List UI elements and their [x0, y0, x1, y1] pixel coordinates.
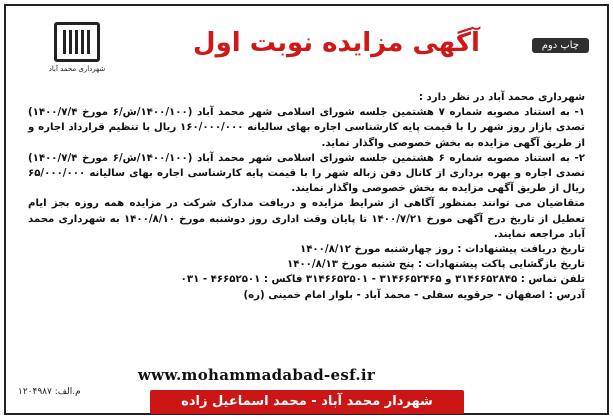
website-link[interactable]: www.mohammadabad-esf.ir: [137, 366, 376, 384]
municipality-logo: [46, 22, 108, 82]
mayor-signature-bar: شهردار محمد آباد - محمد اسماعیل زاده: [150, 390, 464, 414]
intro-line: شهرداری محمد آباد در نظر دارد :: [418, 92, 585, 103]
notice-title: آگهی مزایده نوبت اول: [193, 28, 480, 58]
open-date: تاریخ بازگشایی پاکت پیشنهادات : پنج شنبه مورخ ۱۴۰۰/۸/۱۳: [287, 259, 585, 271]
notice-frame: [4, 4, 609, 415]
contact-phones: تلفن تماس : ۳۱۴۶۶۵۲۸۴۵ و ۳۱۴۶۶۵۲۴۶۵ - ۳۱۴۶۶۵۲۵۰۱ فاکس : ۴۶۶۵۲۵۰۱ - ۰۳۱: [180, 274, 585, 286]
applicants-paragraph: متقاضیان می توانند بمنظور آگاهی از شرایط مزایده و دریافت مدارک شرکت در مزایده همه روزه بجز ایام تعطیل از تاریخ درج آگهی مورخ ۱۴۰۰/۷/۲۱ تا پایان وقت اداری روز دوشنبه مورخ ۱۴۰۰/۸/۱۰ به شهرداری محمد آباد مراجعه نمایند.: [28, 198, 586, 240]
municipality-emblem-icon: [54, 22, 100, 62]
logo-caption: شهرداری محمد آباد: [48, 65, 106, 73]
receive-date: تاریخ دریافت پیشنهادات : روز چهارشنبه مورخ ۱۴۰۰/۸/۱۲: [299, 244, 585, 256]
notice-body: [28, 90, 585, 303]
item-1: ۱- به استناد مصوبه شماره ۷ هشتمین جلسه شورای اسلامی شهر محمد آباد (۱۴۰۰/۱۰۰/ش/۶ مورخ ۱۴۰۰/۷/۴) تصدی بازار روز شهر را با قیمت پایه کارشناسی اجاره بهای سالیانه ۱۶۰/۰۰۰/۰۰۰ ریال با تنظیم قرارداد اجاره و از طریق آگهی مزایده به بخش خصوصی واگذار نماید.: [28, 107, 585, 149]
address-line: آدرس : اصفهان - جرقویه سفلی - محمد آباد - بلوار امام خمینی (ره): [243, 289, 585, 301]
print-edition-badge: چاپ دوم: [532, 38, 589, 53]
ad-code: م.الف: ۱۲۰۴۹۸۷: [18, 387, 81, 397]
item-2: ۲- به استناد مصوبه شماره ۶ هشتمین جلسه شورای اسلامی شهر محمد آباد (۱۴۰۰/۱۰۰/ش/۶ مورخ ۱۴۰۰/۷/۴) تصدی اجاره و بهره برداری از کانال دفن زباله شهر را با قیمت پایه کارشناسی اجاره بهای سالیانه ۶۵/۰۰۰/۰۰۰ ریال از طریق آگهی مزایده به بخش خصوصی واگذار نمایند.: [28, 152, 585, 195]
